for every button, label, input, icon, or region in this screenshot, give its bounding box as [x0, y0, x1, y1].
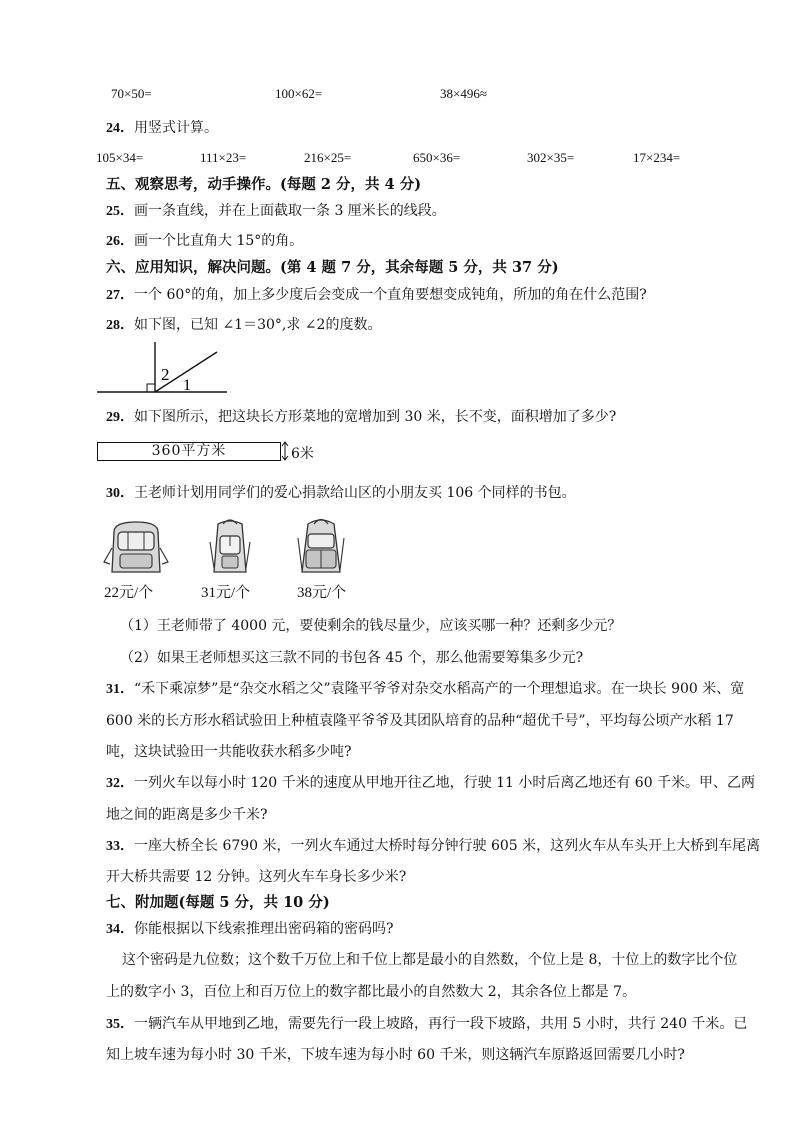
question-number: 32．: [106, 776, 134, 791]
question-number: 33．: [106, 839, 134, 854]
question-number: 29．: [106, 410, 134, 425]
question-text: 一个 60°的角，加上多少度后会变成一个直角要想变成钝角，所加的角在什么范围?: [134, 287, 647, 303]
question-number: 27．: [106, 288, 134, 303]
question-text-line: 600 米的长方形水稻试验田上种植袁隆平爷爷及其团队培育的品种“超优千号”，平均每公顷产水稻 17: [106, 713, 734, 729]
width-arrow-icon: [281, 441, 291, 461]
question-25: [106, 200, 446, 220]
calc-item: 105×34=: [96, 150, 144, 165]
question-27: [106, 284, 647, 304]
question-33: [106, 835, 760, 855]
question-text: 如下图，已知 ∠1＝30°,求 ∠2的度数。: [134, 317, 382, 333]
question-26: [106, 230, 303, 250]
question-28: [106, 314, 381, 334]
question-text-line: 吨，这块试验田一共能收获水稻多少吨?: [106, 744, 352, 760]
calc-item: 70×50=: [111, 86, 152, 101]
question-32: [106, 772, 755, 792]
section-heading: 六、应用知识，解决问题。(第 4 题 7 分，其余每题 5 分，共 37 分): [106, 259, 559, 276]
question-text: 画一条直线，并在上面截取一条 3 厘米长的线段。: [134, 203, 446, 219]
width-label: 6米: [291, 446, 314, 462]
angle-1-label: 1: [183, 377, 191, 394]
calc-item: 650×36=: [413, 150, 461, 165]
question-number: 30．: [106, 486, 134, 501]
question-text: 一座大桥全长 6790 米，一列火车通过大桥时每分钟行驶 605 米，这列火车从车头开上大桥到车尾离: [134, 838, 761, 854]
question-number: 34．: [106, 922, 134, 937]
question-text: 如下图所示，把这块长方形菜地的宽增加到 30 米，长不变，面积增加了多少?: [134, 409, 617, 425]
bag-price: 31元/个: [201, 585, 251, 601]
question-text-line: 这个密码是九位数；这个数千万位上和千位上都是最小的自然数，个位上是 8，十位上的数字比个位: [122, 952, 738, 968]
question-text-line: 上的数字小 3，百位上和百万位上的数字都比最小的自然数大 2，其余各位上都是 7。: [106, 984, 637, 1000]
calc-item: 38×496≈: [440, 86, 487, 101]
angle-2-label: 2: [161, 365, 170, 384]
bag-price: 22元/个: [104, 585, 154, 601]
question-number: 28．: [106, 318, 134, 333]
backpack-icon: [292, 516, 350, 576]
question-number: 26．: [106, 234, 134, 249]
question-text: 画一个比直角大 15°的角。: [134, 233, 304, 249]
question-34: [106, 918, 394, 938]
calc-item: 302×35=: [527, 150, 575, 165]
field-rectangle: 360平方米: [97, 442, 281, 461]
question-number: 35．: [106, 1017, 134, 1032]
calc-item: 111×23=: [200, 150, 247, 165]
calc-item: 100×62=: [275, 86, 323, 101]
question-text: “禾下乘凉梦”是“杂交水稻之父”袁隆平爷爷对杂交水稻高产的一个理想追求。在一块长 900 米、宽: [134, 681, 745, 697]
calc-item: 216×25=: [304, 150, 352, 165]
question-text: 王老师计划用同学们的爱心捐款给山区的小朋友买 106 个同样的书包。: [134, 485, 576, 501]
angle-figure: [95, 338, 235, 396]
bag-price: 38元/个: [297, 585, 347, 601]
right-angle-marker: [147, 384, 155, 392]
section-heading: 五、观察思考，动手操作。(每题 2 分，共 4 分): [106, 176, 422, 193]
calc-item: 17×234=: [633, 150, 681, 165]
backpack-icon: [204, 518, 256, 576]
question-number: 25．: [106, 204, 134, 219]
question-number: 24．: [106, 121, 134, 136]
question-text: 一列火车以每小时 120 千米的速度从甲地开往乙地，行驶 11 小时后离乙地还有 60 千米。甲、乙两: [134, 775, 756, 791]
question-text: 你能根据以下线索推理出密码箱的密码吗?: [134, 921, 394, 937]
question-30: [106, 482, 576, 502]
backpack-icon: [100, 518, 172, 576]
question-text: 一辆汽车从甲地到乙地，需要先行一段上坡路，再行一段下坡路，共用 5 小时，共行 240 千米。已: [134, 1016, 748, 1032]
section-heading: 七、附加题(每题 5 分，共 10 分): [106, 894, 330, 911]
sub-question: （2）如果王老师想买这三款不同的书包各 45 个，那么他需要筹集多少元?: [120, 650, 584, 666]
question-31: [106, 678, 744, 698]
question-number: 31．: [106, 682, 134, 697]
question-35: [106, 1013, 747, 1033]
question-24: [106, 117, 218, 137]
question-29: [106, 406, 616, 426]
sub-question: （1）王老师带了 4000 元，要使剩余的钱尽量少，应该买哪一种？还剩多少元？: [120, 618, 622, 634]
question-text-line: 地之间的距离是多少千米?: [106, 807, 268, 823]
question-text-line: 知上坡车速为每小时 30 千米，下坡车速为每小时 60 千米，则这辆汽车原路返回需要几小时?: [106, 1047, 685, 1063]
question-text: 用竖式计算。: [134, 120, 218, 136]
question-text-line: 开大桥共需要 12 分钟。这列火车车身长多少米?: [106, 869, 407, 885]
